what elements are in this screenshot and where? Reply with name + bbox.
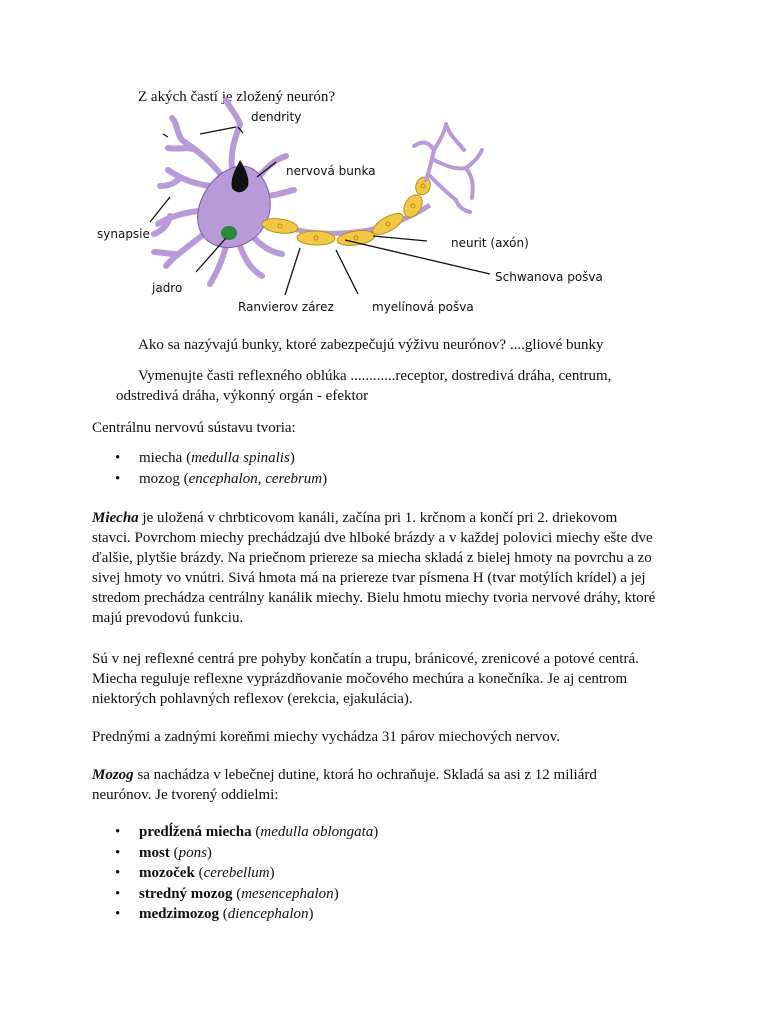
terminal-branch xyxy=(446,124,464,150)
text-line: Sú v nej reflexné centrá pre pohyby končatín a trupu, bránicové, zrenicové a potové centrá. xyxy=(92,651,639,667)
cns-intro: Centrálnu nervovú sústavu tvoria: xyxy=(92,420,296,436)
label-myelinova-posva: myelínová pošva xyxy=(372,300,474,314)
miecha-paragraph-1 xyxy=(92,508,655,628)
bullet: • xyxy=(115,885,121,902)
dendrite-branch xyxy=(226,100,240,124)
text-line: neurónov. Je tvorený oddielmi: xyxy=(92,787,279,803)
dendrite-branch xyxy=(154,252,176,254)
label-synapsie: synapsie xyxy=(97,227,150,241)
cns-item-latin: medulla spinalis xyxy=(191,450,290,466)
dendrite-branch xyxy=(166,232,206,266)
text-line: stavci. Povrchom miechy prechádzajú dve hlboké brázdy a v každej polovici miechy ešte dve xyxy=(92,530,653,546)
axon-terminal-branches xyxy=(414,124,482,212)
neuron-cell-body xyxy=(154,100,294,284)
text-line: Miecha reguluje reflexne vyprázdňovanie močového mechúra a konečníka. Je aj centrom xyxy=(92,671,628,687)
brain-part-name: mozoček xyxy=(139,865,195,881)
text-line: je uložená v chrbticovom kanáli, začína pri 1. krčnom a končí pri 2. driekovom xyxy=(138,510,618,526)
list-item: • medzimozog (diencephalon) xyxy=(115,904,378,925)
label-dendrity: dendrity xyxy=(251,110,302,124)
cns-item-name: miecha xyxy=(139,450,183,466)
cns-item-name: mozog xyxy=(139,470,180,487)
text-line: sa nachádza v lebečnej dutine, ktorá ho ochraňuje. Skladá sa asi z 12 miliárd xyxy=(133,767,597,783)
brain-part-latin: mesencephalon xyxy=(241,885,334,902)
list-item: • mozoček (cerebellum) xyxy=(115,863,378,884)
nucleus-shape xyxy=(221,226,237,240)
dendrite-branch xyxy=(240,246,262,276)
label-neurit: neurit (axón) xyxy=(451,236,529,250)
brain-part-name: medzimozog xyxy=(139,906,219,922)
list-item: • stredný mozog (mesencephalon) xyxy=(115,884,378,905)
label-schwanova-posva: Schwanova pošva xyxy=(495,270,603,284)
dendrite-branch xyxy=(252,236,282,254)
bullet: • xyxy=(115,470,121,487)
text-line: ďalšie, plytšie brázdy. Na priečnom priereze sa miecha skladá z bielej hmoty na povrchu a zo xyxy=(92,550,652,566)
text-line: stredom prechádza centrálny kanálik miechy. Bielu hmotu miechy tvoria nervové dráhy, ktoré xyxy=(92,590,656,606)
list-item: • predĺžená miecha (medulla oblongata) xyxy=(115,822,378,843)
myelin-sheath-segments xyxy=(261,175,432,247)
dendrite-branch xyxy=(266,190,294,196)
list-item: • mozog (encephalon, cerebrum) xyxy=(115,469,327,490)
dendrite-branch xyxy=(232,124,240,168)
dendrite-branch xyxy=(160,178,180,186)
brain-part-latin: medulla oblongata xyxy=(260,824,374,840)
terminal-branch xyxy=(434,124,446,150)
terminal-branch xyxy=(414,143,434,150)
myelin-segment xyxy=(261,217,299,236)
text-line: niektorých pohlavných reflexov (erekcia, ejakulácia). xyxy=(92,691,413,707)
dendrite-branch xyxy=(210,246,226,284)
bullet: • xyxy=(115,450,121,466)
dendrite-branch xyxy=(172,118,182,140)
term-miecha: Miecha xyxy=(92,510,139,526)
text-line: majú prevodovú funkciu. xyxy=(92,610,244,626)
brain-parts-list xyxy=(115,822,378,925)
myelin-segment xyxy=(400,192,426,221)
cns-item-latin: encephalon xyxy=(188,470,258,487)
terminal-branch xyxy=(466,150,482,168)
dendrite-branch xyxy=(168,148,196,150)
myelin-segment xyxy=(370,209,406,238)
cns-item-latin: cerebrum xyxy=(265,470,323,487)
list-item: • most (pons) xyxy=(115,843,378,864)
question-reflex-arc-line1: Vymenujte časti reflexného oblúka ............receptor, dostredivá dráha, centrum, xyxy=(138,368,612,384)
list-item: • miecha (medulla spinalis) xyxy=(115,448,327,469)
term-mozog: Mozog xyxy=(92,767,134,783)
brain-part-name: predĺžená miecha xyxy=(139,824,252,840)
label-nervova-bunka: nervová bunka xyxy=(286,164,376,178)
brain-part-name: most xyxy=(139,844,170,861)
cns-list xyxy=(115,448,327,489)
miecha-paragraph-3: Prednými a zadnými koreňmi miechy vychádza 31 párov miechových nervov. xyxy=(92,729,561,745)
question-neuron-parts: Z akých častí je zložený neurón? xyxy=(138,89,335,105)
bullet: • xyxy=(115,844,121,861)
bullet: • xyxy=(115,824,121,840)
terminal-branch xyxy=(466,168,473,198)
bullet: • xyxy=(115,865,121,881)
label-ranvierov-zarez: Ranvierov zárez xyxy=(238,300,334,314)
brain-part-latin: pons xyxy=(178,844,207,861)
terminal-branch xyxy=(456,200,470,212)
question-glia: Ako sa nazývajú bunky, ktoré zabezpečujú výživu neurónov? ....gliové bunky xyxy=(138,337,604,353)
mozog-paragraph xyxy=(92,765,597,805)
text-line: sivej hmoty vo vnútri. Sivá hmota má na priereze tvar písmena H (tvar motýlích krídel) a jej xyxy=(92,570,646,586)
brain-part-name: stredný mozog xyxy=(139,885,233,902)
label-jadro: jadro xyxy=(152,281,183,295)
brain-part-latin: diencephalon xyxy=(227,906,309,922)
neuron-diagram xyxy=(0,0,768,330)
terminal-branch xyxy=(434,160,466,169)
terminal-branch xyxy=(430,176,456,200)
miecha-paragraph-2 xyxy=(92,649,639,709)
bullet: • xyxy=(115,906,121,922)
question-reflex-arc-line2: odstredivá dráha, výkonný orgán - efektor xyxy=(116,388,369,404)
brain-part-latin: cerebellum xyxy=(203,865,270,881)
